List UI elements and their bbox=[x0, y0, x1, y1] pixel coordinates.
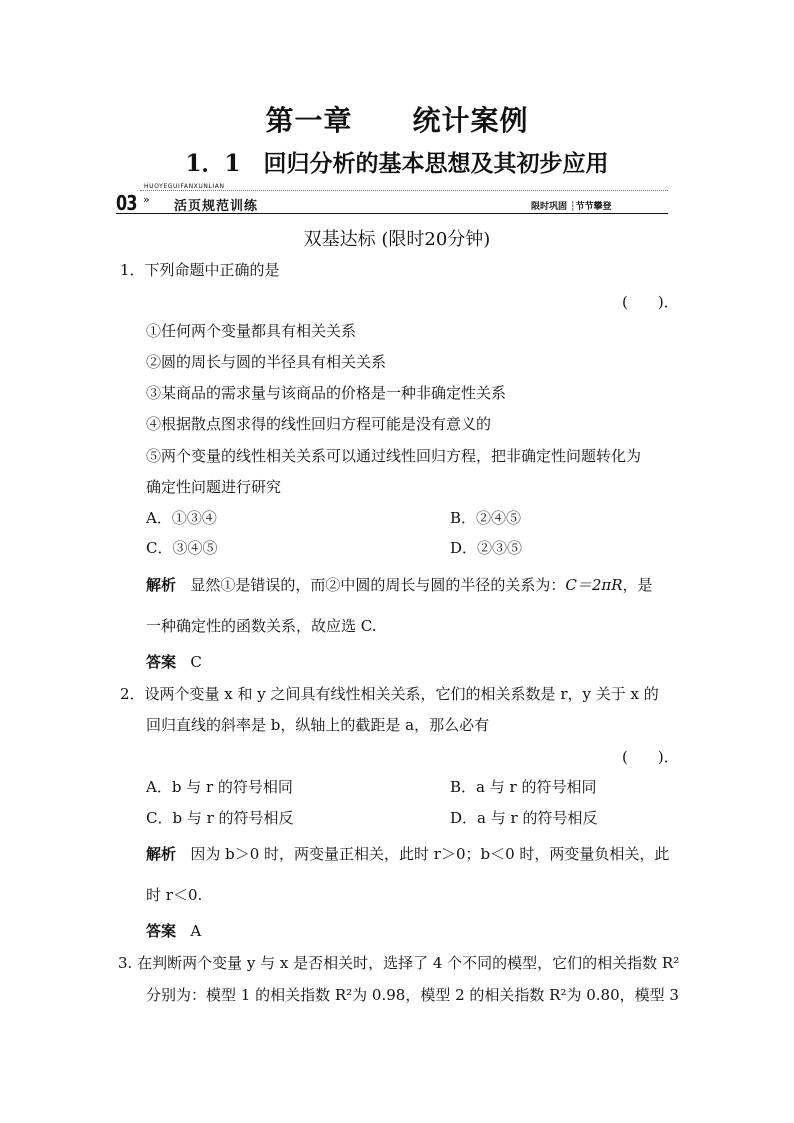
q1-option-b: B．②④⑤ bbox=[450, 509, 522, 527]
q1-jiexi-text-b: ，是 bbox=[622, 576, 653, 594]
q2-explanation-line2: 时 r＜0. bbox=[146, 886, 203, 904]
q1-item-5-cont: 确定性问题进行研究 bbox=[146, 478, 282, 496]
q1-stem: 1．下列命题中正确的是 bbox=[120, 261, 280, 279]
q1-item-3: ③某商品的需求量与该商品的价格是一种非确定性关系 bbox=[146, 384, 507, 402]
q1-answer bbox=[146, 652, 202, 672]
banner-name: 活页规范训练 bbox=[174, 199, 259, 214]
banner-dotted-line bbox=[140, 190, 668, 191]
q1-option-c: C．③④⑤ bbox=[146, 539, 218, 557]
q1-item-4: ④根据散点图求得的线性回归方程可能是没有意义的 bbox=[146, 415, 492, 433]
q2-option-c: C．b 与 r 的符号相反 bbox=[146, 809, 294, 827]
q1-option-d: D．②③⑤ bbox=[450, 539, 523, 557]
q2-explanation-line1 bbox=[146, 844, 669, 864]
q2-answer bbox=[146, 921, 201, 941]
q2-option-a: A．b 与 r 的符号相同 bbox=[146, 778, 293, 796]
section-title: 1．1 回归分析的基本思想及其初步应用 bbox=[185, 150, 609, 177]
section-subtitle: 双基达标 (限时20分钟) bbox=[303, 229, 491, 250]
q1-jiexi-label: 解析 bbox=[146, 576, 177, 594]
q2-jiexi-text: 因为 b＞0 时，两变量正相关，此时 r＞0；b＜0 时，两变量负相关，此 bbox=[190, 845, 670, 863]
banner-pinyin: HUOYEGUIFANXUNLIAN bbox=[144, 183, 225, 190]
q1-jiexi-text-a: 显然①是错误的，而②中圆的周长与圆的半径的关系为： bbox=[190, 576, 566, 594]
q2-stem-line1: 2．设两个变量 x 和 y 之间具有线性相关关系，它们的相关系数是 r，y 关于 x 的 bbox=[120, 685, 659, 703]
chapter-name: 统计案例 bbox=[412, 104, 529, 137]
q3-stem-line1: 3. 在判断两个变量 y 与 x 是否相关时，选择了 4 个不同的模型，它们的相关指数 R² bbox=[118, 954, 680, 972]
q1-explanation-line1 bbox=[146, 575, 653, 595]
q1-item-5: ⑤两个变量的线性相关关系可以通过线性回归方程，把非确定性问题转化为 bbox=[146, 447, 642, 465]
q2-answer-label: 答案 bbox=[146, 922, 177, 940]
q2-stem-line2: 回归直线的斜率是 b，纵轴上的截距是 a，那么必有 bbox=[146, 716, 490, 734]
q3-stem-line2: 分别为：模型 1 的相关指数 R²为 0.98，模型 2 的相关指数 R²为 0.80，模型 3 bbox=[146, 986, 679, 1004]
q1-item-1: ①任何两个变量都具有相关关系 bbox=[146, 322, 357, 340]
q2-answer-paren: ( )． bbox=[622, 748, 679, 766]
q2-option-b: B．a 与 r 的符号相同 bbox=[450, 778, 597, 796]
banner-chevron-icon: » bbox=[143, 193, 150, 206]
q2-jiexi-label: 解析 bbox=[146, 845, 177, 863]
chapter-number: 第一章 bbox=[265, 104, 353, 137]
chapter-title bbox=[0, 99, 794, 139]
q1-answer-label: 答案 bbox=[146, 653, 177, 671]
banner-tagline: 限时巩固 ┆节节攀登 bbox=[531, 202, 612, 212]
q2-answer-value: A bbox=[190, 922, 202, 940]
q1-explanation-line2: 一种确定性的函数关系，故应选 C. bbox=[146, 617, 377, 635]
q1-option-a: A．①③④ bbox=[146, 509, 217, 527]
q1-item-2: ②圆的周长与圆的半径具有相关关系 bbox=[146, 353, 387, 371]
banner-number: 03 bbox=[116, 191, 137, 215]
q1-answer-value: C bbox=[190, 653, 202, 671]
q1-answer-paren: ( )． bbox=[622, 293, 679, 311]
q2-option-d: D．a 与 r 的符号相反 bbox=[450, 809, 598, 827]
q1-jiexi-formula: C＝2πR bbox=[565, 576, 623, 594]
